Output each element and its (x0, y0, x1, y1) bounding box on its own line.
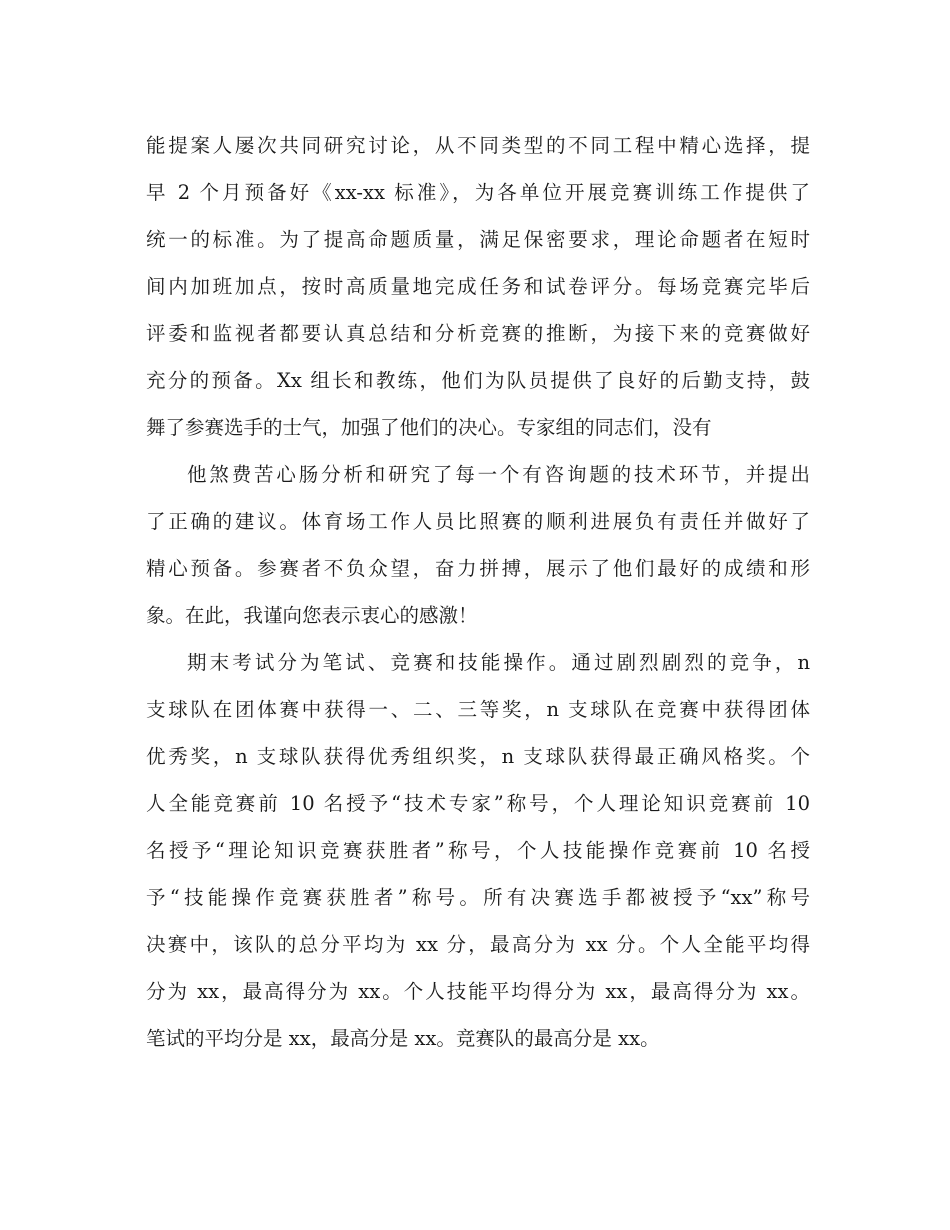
text-line: 人全能竞赛前 10 名授予“技术专家”称号，个人理论知识竞赛前 10 (146, 792, 810, 815)
text-line: 分为 xx，最高得分为 xx。个人技能平均得分为 xx，最高得分为 xx。 (146, 980, 810, 1003)
text-line: 期末考试分为笔试、竞赛和技能操作。通过剧烈剧烈的竞争，n (187, 651, 810, 674)
paragraph (146, 451, 810, 639)
text-line: 决赛中，该队的总分平均为 xx 分，最高分为 xx 分。个人全能平均得 (146, 933, 810, 956)
paragraph (146, 639, 810, 1062)
text-line: 支球队在团体赛中获得一、二、三等奖，n 支球队在竞赛中获得团体 (146, 698, 810, 721)
text-line: 评委和监视者都要认真总结和分析竞赛的推断，为接下来的竞赛做好 (146, 322, 810, 345)
text-line: 了正确的建议。体育场工作人员比照赛的顺利进展负有责任并做好了 (146, 510, 810, 533)
text-line: 予“技能操作竞赛获胜者”称号。所有决赛选手都被授予“xx”称号 (146, 886, 810, 909)
document-body (146, 122, 810, 1062)
text-line: 笔试的平均分是 xx，最高分是 xx。竞赛队的最高分是 xx。 (146, 1027, 660, 1050)
text-line: 统一的标准。为了提高命题质量，满足保密要求，理论命题者在短时 (146, 228, 810, 251)
text-line: 能提案人屡次共同研究讨论，从不同类型的不同工程中精心选择，提 (146, 134, 810, 157)
text-line: 他煞费苦心肠分析和研究了每一个有咨询题的技术环节，并提出 (187, 463, 810, 486)
text-line: 舞了参赛选手的士气，加强了他们的决心。专家组的同志们，没有 (146, 416, 712, 439)
paragraph (146, 122, 810, 451)
text-line: 精心预备。参赛者不负众望，奋力拼搏，展示了他们最好的成绩和形 (146, 557, 810, 580)
text-line: 优秀奖，n 支球队获得优秀组织奖，n 支球队获得最正确风格奖。个 (146, 745, 810, 768)
text-line: 早 2 个月预备好《xx-xx 标准》，为各单位开展竞赛训练工作提供了 (146, 181, 810, 204)
text-line: 充分的预备。Xx 组长和教练，他们为队员提供了良好的后勤支持，鼓 (146, 369, 810, 392)
text-line: 象。在此，我谨向您表示衷心的感激！ (146, 604, 478, 627)
text-line: 名授予“理论知识竞赛获胜者”称号，个人技能操作竞赛前 10 名授 (146, 839, 810, 862)
text-line: 间内加班加点，按时高质量地完成任务和试卷评分。每场竞赛完毕后 (146, 275, 810, 298)
